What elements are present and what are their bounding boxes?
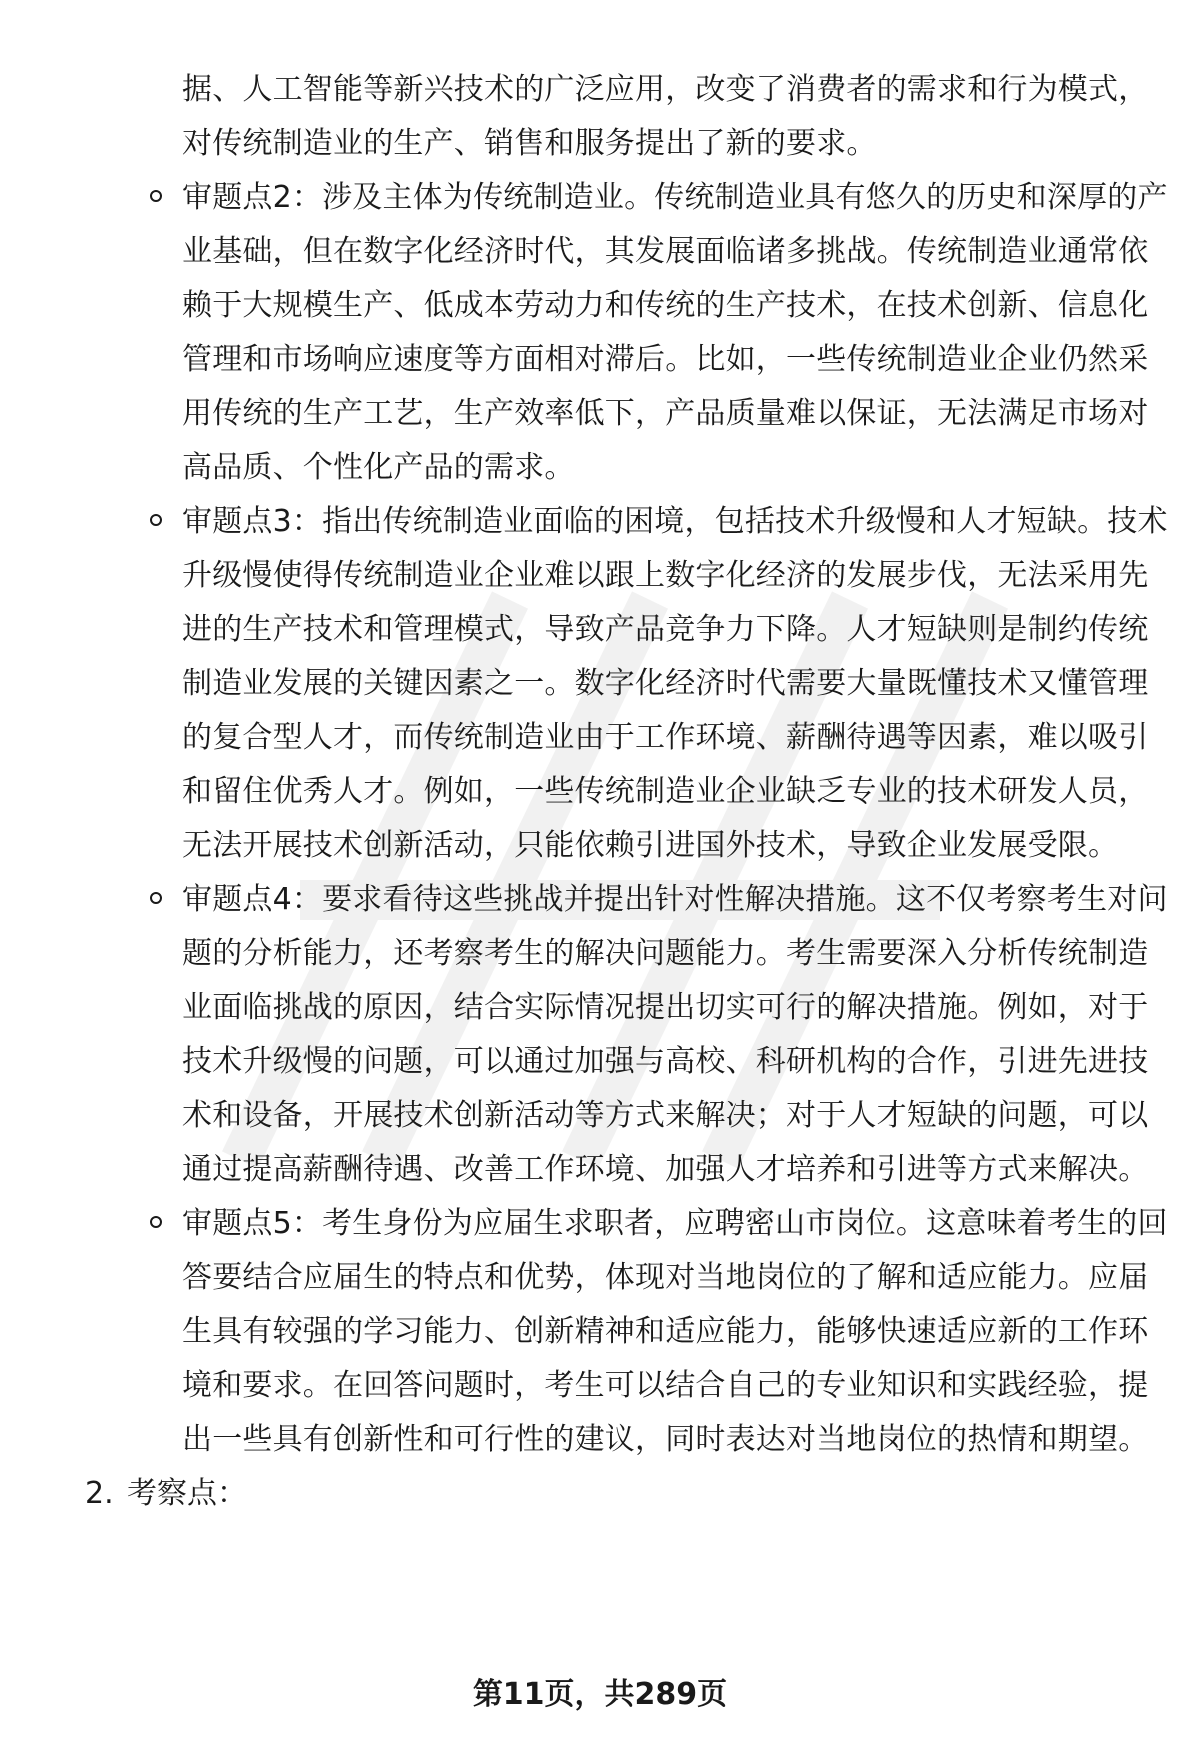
circle-bullet-icon <box>150 1216 162 1228</box>
text-line: 管理和市场响应速度等方面相对滞后。比如，一些传统制造业企业仍然采 <box>182 342 1149 377</box>
section-heading <box>85 1474 247 1514</box>
text-line: 和留住优秀人才。例如，一些传统制造业企业缺乏专业的技术研发人员， <box>182 774 1149 809</box>
text-line: 业面临挑战的原因，结合实际情况提出切实可行的解决措施。例如，对于 <box>182 990 1149 1025</box>
circle-bullet-icon <box>150 190 162 202</box>
text-line: 制造业发展的关键因素之一。数字化经济时代需要大量既懂技术又懂管理 <box>182 666 1149 701</box>
text-line: 业基础，但在数字化经济时代，其发展面临诸多挑战。传统制造业通常依 <box>182 234 1149 269</box>
text-line: 答要结合应届生的特点和优势，体现对当地岗位的了解和适应能力。应届 <box>182 1260 1149 1295</box>
text-line: 审题点3：指出传统制造业面临的困境，包括技术升级慢和人才短缺。技术 <box>182 504 1168 539</box>
text-line: 审题点4：要求看待这些挑战并提出针对性解决措施。这不仅考察考生对问 <box>182 882 1168 917</box>
text-line: 通过提高薪酬待遇、改善工作环境、加强人才培养和引进等方式来解决。 <box>182 1152 1149 1187</box>
section-number: 2. <box>85 1476 114 1511</box>
text-line: 题的分析能力，还考察考生的解决问题能力。考生需要深入分析传统制造 <box>182 936 1149 971</box>
page-number-footer: 第11页，共289页 <box>472 1677 728 1712</box>
text-line: 高品质、个性化产品的需求。 <box>182 450 575 485</box>
text-line: 技术升级慢的问题，可以通过加强与高校、科研机构的合作，引进先进技 <box>182 1044 1149 1079</box>
circle-bullet-icon <box>150 514 162 526</box>
text-line: 升级慢使得传统制造业企业难以跟上数字化经济的发展步伐，无法采用先 <box>182 558 1149 593</box>
text-line: 赖于大规模生产、低成本劳动力和传统的生产技术，在技术创新、信息化 <box>182 288 1149 323</box>
text-line: 境和要求。在回答问题时，考生可以结合自己的专业知识和实践经验，提 <box>182 1368 1149 1403</box>
text-line: 用传统的生产工艺，生产效率低下，产品质量难以保证，无法满足市场对 <box>182 396 1149 431</box>
circle-bullet-icon <box>150 892 162 904</box>
text-line: 审题点5：考生身份为应届生求职者，应聘密山市岗位。这意味着考生的回 <box>182 1206 1168 1241</box>
text-line: 术和设备，开展技术创新活动等方式来解决；对于人才短缺的问题，可以 <box>182 1098 1149 1133</box>
section-title: 考察点： <box>127 1476 247 1511</box>
text-line: 的复合型人才，而传统制造业由于工作环境、薪酬待遇等因素，难以吸引 <box>182 720 1149 755</box>
text-line: 无法开展技术创新活动，只能依赖引进国外技术，导致企业发展受限。 <box>182 828 1119 863</box>
text-line: 生具有较强的学习能力、创新精神和适应能力，能够快速适应新的工作环 <box>182 1314 1149 1349</box>
text-line: 对传统制造业的生产、销售和服务提出了新的要求。 <box>182 126 877 161</box>
text-line: 审题点2：涉及主体为传统制造业。传统制造业具有悠久的历史和深厚的产 <box>182 180 1168 215</box>
text-line: 进的生产技术和管理模式，导致产品竞争力下降。人才短缺则是制约传统 <box>182 612 1149 647</box>
text-line: 据、人工智能等新兴技术的广泛应用，改变了消费者的需求和行为模式， <box>182 72 1149 107</box>
text-line: 出一些具有创新性和可行性的建议，同时表达对当地岗位的热情和期望。 <box>182 1422 1149 1457</box>
